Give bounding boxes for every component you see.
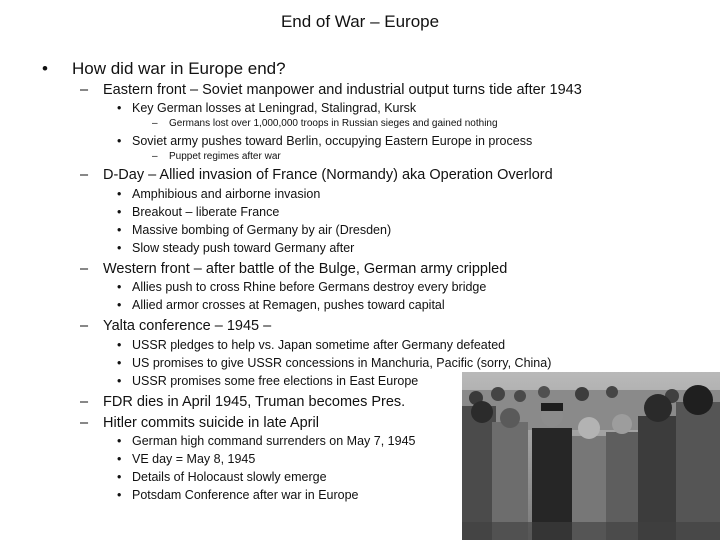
bullet-level3: Potsdam Conference after war in Europe bbox=[132, 488, 359, 502]
bullet-dot: • bbox=[117, 298, 122, 312]
bullet-level4: Puppet regimes after war bbox=[169, 151, 281, 162]
bullet-level1: How did war in Europe end? bbox=[72, 59, 286, 78]
bullet-level2: D-Day – Allied invasion of France (Normandy) aka Operation Overlord bbox=[103, 167, 553, 183]
bullet-dot: • bbox=[117, 205, 122, 219]
bullet-dot: • bbox=[117, 452, 122, 466]
bullet-level3: USSR promises some free elections in East Europe bbox=[132, 374, 419, 388]
bullet-level2: Western front – after battle of the Bulge, German army crippled bbox=[103, 261, 508, 277]
bullet-dot: • bbox=[117, 434, 122, 448]
slide-title: End of War – Europe bbox=[280, 12, 440, 31]
bullet-dash: – bbox=[80, 82, 89, 98]
bullet-level3: Key German losses at Leningrad, Stalingrad, Kursk bbox=[132, 101, 417, 115]
bullet-level2: Eastern front – Soviet manpower and industrial output turns tide after 1943 bbox=[103, 82, 582, 98]
bullet-level3: Slow steady push toward Germany after bbox=[132, 241, 355, 255]
bullet-dot: • bbox=[117, 356, 122, 370]
bullet-dash: – bbox=[152, 151, 158, 162]
bullet-level3: Allies push to cross Rhine before Germans destroy every bridge bbox=[132, 280, 487, 294]
bullet-level3: Soviet army pushes toward Berlin, occupying Eastern Europe in process bbox=[132, 134, 533, 148]
bullet-level3: Massive bombing of Germany by air (Dresden) bbox=[132, 223, 392, 237]
bullet-dot: • bbox=[42, 59, 48, 78]
bullet-level2: FDR dies in April 1945, Truman becomes Pres. bbox=[103, 394, 406, 410]
bullet-level3: VE day = May 8, 1945 bbox=[132, 452, 256, 466]
bullet-level3: Amphibious and airborne invasion bbox=[132, 187, 321, 201]
bullet-dash: – bbox=[80, 167, 89, 183]
bullet-dash: – bbox=[80, 415, 89, 431]
bullet-level2: Hitler commits suicide in late April bbox=[103, 415, 319, 431]
photo-image bbox=[462, 372, 720, 540]
bullet-dot: • bbox=[117, 241, 122, 255]
bullet-dot: • bbox=[117, 374, 122, 388]
bullet-dot: • bbox=[117, 223, 122, 237]
bullet-dot: • bbox=[117, 187, 122, 201]
paratroopers-photo bbox=[462, 372, 720, 540]
bullet-level3: USSR pledges to help vs. Japan sometime after Germany defeated bbox=[132, 338, 506, 352]
bullet-level2: Yalta conference – 1945 – bbox=[103, 318, 272, 334]
bullet-dash: – bbox=[80, 394, 89, 410]
bullet-level3: Breakout – liberate France bbox=[132, 205, 280, 219]
bullet-dot: • bbox=[117, 470, 122, 484]
bullet-level3: Details of Holocaust slowly emerge bbox=[132, 470, 327, 484]
bullet-dot: • bbox=[117, 338, 122, 352]
bullet-level3: German high command surrenders on May 7, 1945 bbox=[132, 434, 416, 448]
bullet-dot: • bbox=[117, 488, 122, 502]
bullet-dot: • bbox=[117, 134, 122, 148]
bullet-dash: – bbox=[80, 318, 89, 334]
bullet-level4: Germans lost over 1,000,000 troops in Russian sieges and gained nothing bbox=[169, 118, 498, 129]
bullet-dash: – bbox=[152, 118, 158, 129]
bullet-level3: Allied armor crosses at Remagen, pushes toward capital bbox=[132, 298, 445, 312]
bullet-dash: – bbox=[80, 261, 89, 277]
bullet-level3: US promises to give USSR concessions in Manchuria, Pacific (sorry, China) bbox=[132, 356, 552, 370]
bullet-dot: • bbox=[117, 280, 122, 294]
bullet-dot: • bbox=[117, 101, 122, 115]
